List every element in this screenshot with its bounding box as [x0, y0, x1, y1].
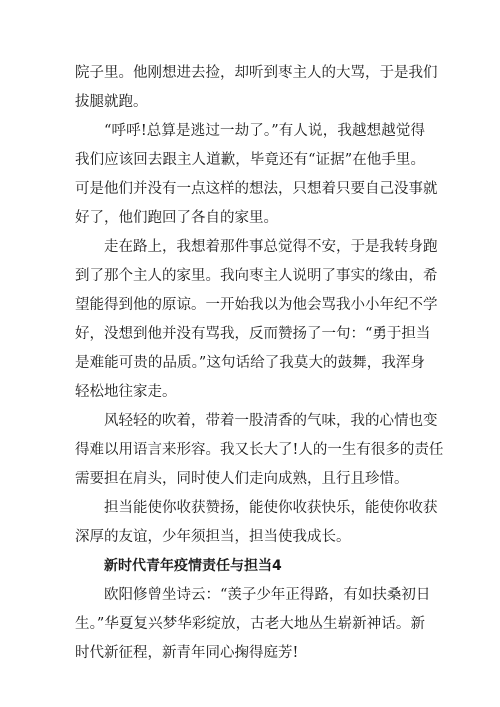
final-paragraph-line-2: 生。”华夏复兴梦华彩绽放，古老大地丛生崭新神话。新 — [75, 616, 425, 632]
paragraph-3-line-3: 望能得到他的原谅。一开始我以为他会骂我小小年纪不学 — [75, 297, 438, 313]
paragraph-5-line-2: 深厚的友谊，少年须担当，担当使我成长。 — [75, 529, 351, 545]
paragraph-3-line-4: 好，没想到他并没有骂我，反而赞扬了一句：“勇于担当 — [75, 326, 431, 342]
paragraph-2-line-1: “呼呼!总算是逃过一劫了。”有人说，我越想越觉得 — [104, 123, 425, 139]
final-paragraph-line-1: 欧阳修曾坐诗云：“羡子少年正得路，有如扶桑初日 — [104, 587, 431, 603]
paragraph-3-line-6: 轻松地往家走。 — [75, 384, 177, 400]
paragraph-4-line-2: 得难以用语言来形容。我又长大了!人的一生有很多的责任 — [75, 442, 444, 458]
paragraph-2-line-3: 可是他们并没有一点这样的想法，只想着只要自己没事就 — [75, 181, 438, 197]
paragraph-1-line-2: 拔腿就跑。 — [75, 94, 148, 110]
paragraph-3-line-1: 走在路上，我想着那件事总觉得不安，于是我转身跑 — [104, 239, 438, 255]
paragraph-2-line-4: 好了，他们跑回了各自的家里。 — [75, 210, 278, 226]
paragraph-3-line-2: 到了那个主人的家里。我向枣主人说明了事实的缘由，希 — [75, 268, 438, 284]
final-paragraph-line-3: 时代新征程，新青年同心掬得庭芳! — [75, 645, 299, 661]
paragraph-4-line-1: 风轻轻的吹着，带着一股清香的气味，我的心情也变 — [104, 413, 438, 429]
paragraph-4-line-3: 需要担在肩头，同时使人们走向成熟，且行且珍惜。 — [75, 471, 409, 487]
section-heading: 新时代青年疫情责任与担当4 — [104, 558, 282, 574]
paragraph-1-line-1: 院子里。他刚想进去捡，却听到枣主人的大骂，于是我们 — [75, 65, 438, 81]
paragraph-3-line-5: 是难能可贵的品质。”这句话给了我莫大的鼓舞，我浑身 — [75, 355, 425, 371]
paragraph-5-line-1: 担当能使你收获赞扬，能使你收获快乐，能使你收获 — [104, 500, 438, 516]
paragraph-2-line-2: 我们应该回去跟主人道歉，毕竟还有“证据”在他手里。 — [75, 152, 425, 168]
